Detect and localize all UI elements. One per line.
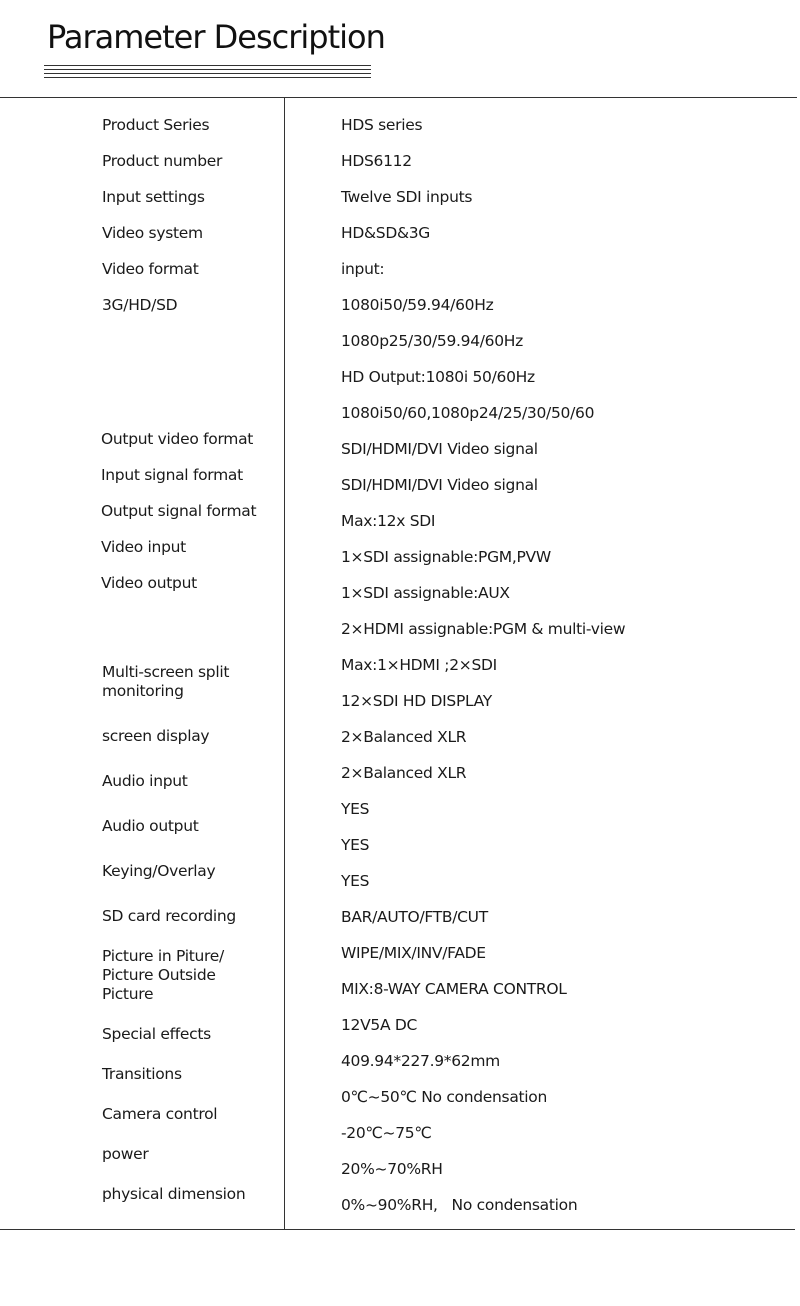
param-value: SDI/HDMI/DVI Video signal: [341, 476, 538, 494]
param-value: 2×Balanced XLR: [341, 728, 467, 746]
param-value: 0℃~50℃ No condensation: [341, 1088, 548, 1106]
param-value: 12V5A DC: [341, 1016, 418, 1034]
param-label: Transitions: [102, 1065, 182, 1083]
param-value: -20℃~75℃: [341, 1124, 432, 1142]
param-label: Audio output: [102, 817, 199, 835]
param-value: 1×SDI assignable:AUX: [341, 584, 510, 602]
param-value: HD Output:1080i 50/60Hz: [341, 368, 535, 386]
param-label: screen display: [102, 727, 210, 745]
param-value: HDS6112: [341, 152, 412, 170]
param-value: HD&SD&3G: [341, 224, 431, 242]
param-value: 409.94*227.9*62mm: [341, 1052, 500, 1070]
param-label: Multi-screen split monitoring: [102, 663, 230, 700]
param-label: SD card recording: [102, 907, 236, 925]
param-value: YES: [341, 836, 370, 854]
param-value: 1080i50/60,1080p24/25/30/50/60: [341, 404, 595, 422]
param-value: 20%~70%RH: [341, 1160, 443, 1178]
param-value: Max:12x SDI: [341, 512, 436, 530]
param-value: MIX:8-WAY CAMERA CONTROL: [341, 980, 567, 998]
param-label: Special effects: [102, 1025, 211, 1043]
param-label: physical dimension: [102, 1185, 246, 1203]
title-underline-1: [44, 65, 371, 66]
param-label: Video system: [102, 224, 203, 242]
title-underline-4: [44, 77, 371, 78]
title-underline-3: [44, 73, 371, 74]
param-label: Output signal format: [101, 502, 257, 520]
param-label: Audio input: [102, 772, 188, 790]
param-label: Output video format: [101, 430, 254, 448]
page-title: Parameter Description: [47, 18, 385, 56]
param-label: Input settings: [102, 188, 205, 206]
param-label: 3G/HD/SD: [102, 296, 178, 314]
param-value: YES: [341, 800, 370, 818]
param-label: Input signal format: [101, 466, 243, 484]
param-value: BAR/AUTO/FTB/CUT: [341, 908, 488, 926]
param-value: WIPE/MIX/INV/FADE: [341, 944, 486, 962]
param-value: 2×Balanced XLR: [341, 764, 467, 782]
param-label: Video output: [101, 574, 197, 592]
param-value: Twelve SDI inputs: [341, 188, 473, 206]
param-value: 2×HDMI assignable:PGM & multi-view: [341, 620, 626, 638]
table-column-divider: [284, 97, 285, 1230]
table-bottom-border: [0, 1229, 795, 1230]
title-underline-2: [44, 69, 371, 70]
param-label: Video input: [101, 538, 186, 556]
param-value: YES: [341, 872, 370, 890]
param-value: HDS series: [341, 116, 423, 134]
param-value: Max:1×HDMI ;2×SDI: [341, 656, 497, 674]
param-value: 1080i50/59.94/60Hz: [341, 296, 494, 314]
param-value: 1080p25/30/59.94/60Hz: [341, 332, 523, 350]
param-value: 0%~90%RH, No condensation: [341, 1196, 578, 1214]
param-label: power: [102, 1145, 149, 1163]
table-top-border: [0, 97, 797, 98]
param-value: input:: [341, 260, 385, 278]
param-label: Product Series: [102, 116, 210, 134]
param-label: Camera control: [102, 1105, 218, 1123]
param-label: Video format: [102, 260, 199, 278]
param-value: 1×SDI assignable:PGM,PVW: [341, 548, 551, 566]
param-label: Keying/Overlay: [102, 862, 216, 880]
param-label: Picture in Piture/ Picture Outside Picture: [102, 947, 224, 1003]
param-label: Product number: [102, 152, 223, 170]
param-value: 12×SDI HD DISPLAY: [341, 692, 492, 710]
param-value: SDI/HDMI/DVI Video signal: [341, 440, 538, 458]
